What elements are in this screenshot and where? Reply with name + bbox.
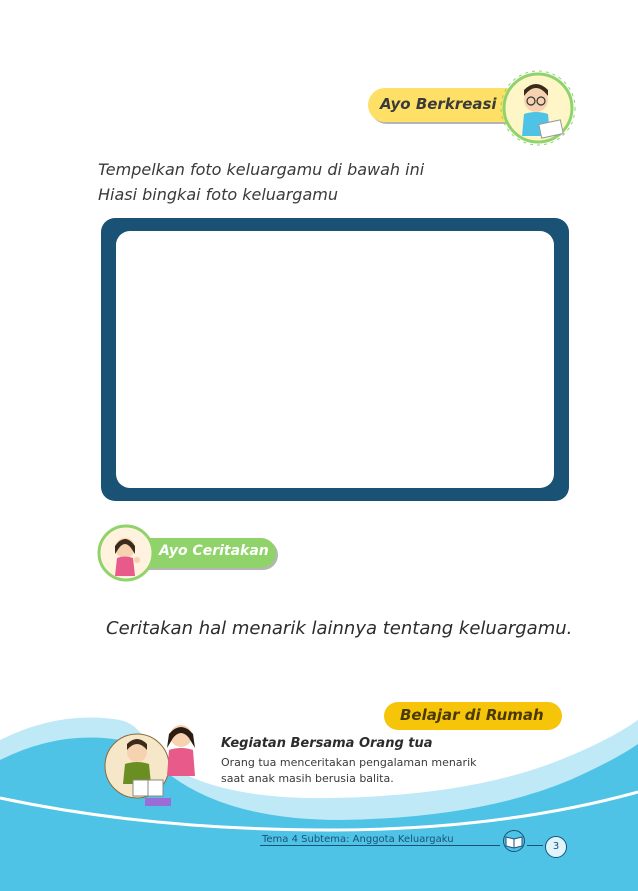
book-icon bbox=[501, 830, 527, 852]
instruction-line-2: Hiasi bingkai foto keluargamu bbox=[98, 185, 338, 204]
home-activity-line-1: Orang tua menceritakan pengalaman menarik bbox=[221, 756, 477, 769]
photo-area[interactable] bbox=[116, 231, 554, 488]
page-number: 3 bbox=[545, 836, 567, 858]
instruction-line-1: Tempelkan foto keluargamu di bawah ini bbox=[98, 160, 425, 179]
home-activity-line-2: saat anak masih berusia balita. bbox=[221, 772, 394, 785]
home-activity-title: Kegiatan Bersama Orang tua bbox=[221, 736, 433, 751]
photo-frame bbox=[101, 218, 569, 501]
footer-underline bbox=[260, 845, 500, 846]
ayo-ceritakan-label: Ayo Ceritakan bbox=[159, 543, 269, 559]
parent-child-reading-illustration bbox=[103, 714, 221, 810]
ayo-berkreasi-label: Ayo Berkreasi bbox=[380, 95, 497, 113]
girl-talking-illustration bbox=[97, 524, 155, 582]
belajar-di-rumah-label: Belajar di Rumah bbox=[400, 706, 544, 724]
page-connector bbox=[527, 845, 543, 846]
story-prompt: Ceritakan hal menarik lainnya tentang keluargamu. bbox=[106, 618, 573, 639]
footer-theme: Tema 4 Subtema: Anggota Keluargaku bbox=[262, 834, 454, 845]
child-drawing-illustration bbox=[500, 70, 576, 146]
belajar-di-rumah-badge bbox=[384, 702, 562, 730]
